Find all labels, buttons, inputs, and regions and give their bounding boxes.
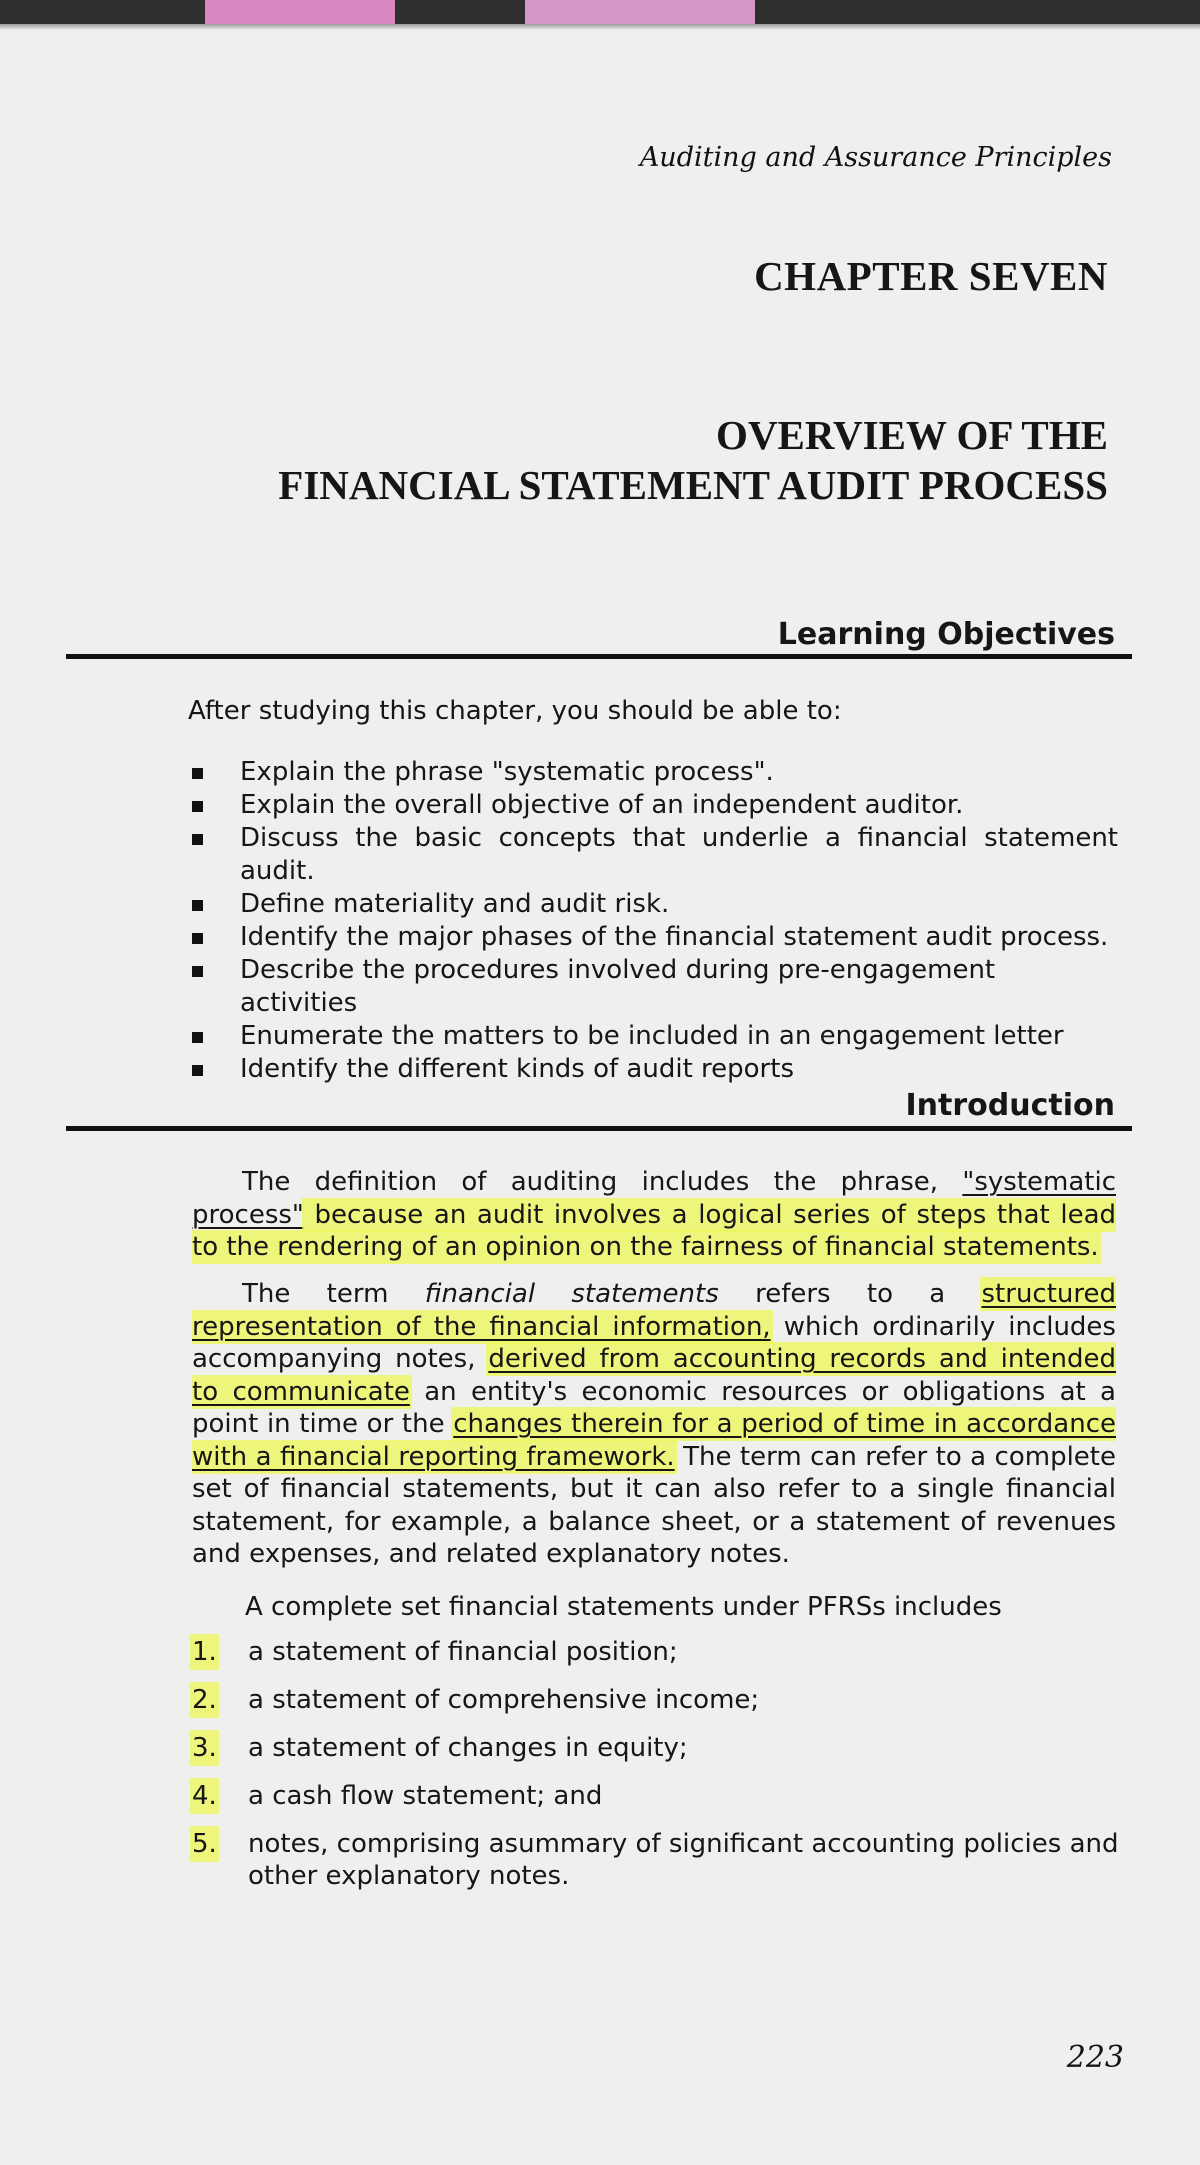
photo-top-edge xyxy=(0,0,1200,26)
edge-shadow xyxy=(0,24,1200,30)
highlighted-text: changes therein for a period of time in accordance with a financial reporting framework. xyxy=(192,1409,1117,1472)
objectives-intro: After studying this chapter, you should be able to: xyxy=(188,696,842,726)
intro-paragraph-2: The term financial statements refers to a structured representation of the financial information, which ordinarily includes accompanying notes, derived from accounting records and intended to communicate an entity's economic resources or obligations at a point in time or the changes therein for a period of time in accordance with a financial reporting framework. The term can refer to a complete set of financial statements, but it can also refer to a single financial statement, for example, a balance sheet, or a statement of revenues and expenses, and related explanatory notes. xyxy=(192,1279,1117,1569)
statements-list xyxy=(192,1636,1122,1908)
chapter-title-line: FINANCIAL STATEMENT AUDIT PROCESS xyxy=(278,462,1108,508)
bullet-icon xyxy=(192,768,203,779)
list-number: 1. xyxy=(192,1637,217,1667)
list-item: 1. a statement of financial position; xyxy=(192,1637,678,1667)
page-number: 223 xyxy=(1066,2040,1124,2075)
section-rule xyxy=(66,654,1132,659)
bullet-icon xyxy=(192,966,203,977)
learning-objectives-heading: Learning Objectives xyxy=(777,617,1115,652)
objective-item: Describe the procedures involved during pre-engagement activities xyxy=(188,954,1118,1020)
highlighted-text: because an audit involves a logical series of steps that lead to the rendering of an opinion on the fairness of financial statements. xyxy=(192,1199,1116,1262)
running-head: Auditing and Assurance Principles xyxy=(639,142,1112,173)
list-item: 4. a cash flow statement; and xyxy=(192,1781,603,1811)
chapter-title-line: OVERVIEW OF THE xyxy=(716,412,1108,458)
list-item: 3. a statement of changes in equity; xyxy=(192,1733,688,1763)
chapter-title xyxy=(278,410,1108,510)
highlighted-text: structured representation of the financial information, xyxy=(192,1279,1117,1342)
objective-item: Explain the overall objective of an independent auditor. xyxy=(188,789,1118,822)
bullet-icon xyxy=(192,933,203,944)
introduction-heading: Introduction xyxy=(905,1088,1115,1123)
objective-item: Explain the phrase "systematic process". xyxy=(188,756,1118,789)
list-number: 5. xyxy=(192,1829,217,1859)
bullet-icon xyxy=(192,900,203,911)
bullet-icon xyxy=(192,834,203,845)
list-item: 2. a statement of comprehensive income; xyxy=(192,1685,760,1715)
underlined-phrase: "systematic process" xyxy=(192,1167,1116,1230)
objective-item: Identify the major phases of the financial statement audit process. xyxy=(188,921,1118,954)
objective-item: Define materiality and audit risk. xyxy=(188,888,1118,921)
page-edge-tab xyxy=(525,0,755,24)
objective-item: Enumerate the matters to be included in an engagement letter xyxy=(188,1020,1118,1053)
list-number: 3. xyxy=(192,1733,217,1763)
list-lead: A complete set financial statements under PFRSs includes xyxy=(245,1592,1002,1622)
intro-paragraph-1: The definition of auditing includes the phrase, "systematic process" because an audit involves a logical series of steps that lead to the rendering of an opinion on the fairness of financial statements. xyxy=(192,1167,1116,1262)
page-edge-tab xyxy=(205,0,395,24)
italic-term: financial statements xyxy=(424,1279,719,1309)
list-number: 2. xyxy=(192,1685,217,1715)
bullet-icon xyxy=(192,801,203,812)
chapter-label: CHAPTER SEVEN xyxy=(754,253,1108,299)
bullet-icon xyxy=(192,1065,203,1076)
highlighted-text: derived from accounting records and intended to communicate xyxy=(192,1344,1116,1407)
objective-item: Discuss the basic concepts that underlie a financial statement audit. xyxy=(188,822,1118,888)
bullet-icon xyxy=(192,1032,203,1043)
objective-item: Identify the different kinds of audit reports xyxy=(188,1053,1118,1086)
objectives-list xyxy=(188,756,1118,1086)
list-item: 5. notes, comprising asummary of significant accounting policies and other explanatory notes. xyxy=(192,1829,1119,1891)
section-rule xyxy=(66,1126,1132,1131)
list-number: 4. xyxy=(192,1781,217,1811)
